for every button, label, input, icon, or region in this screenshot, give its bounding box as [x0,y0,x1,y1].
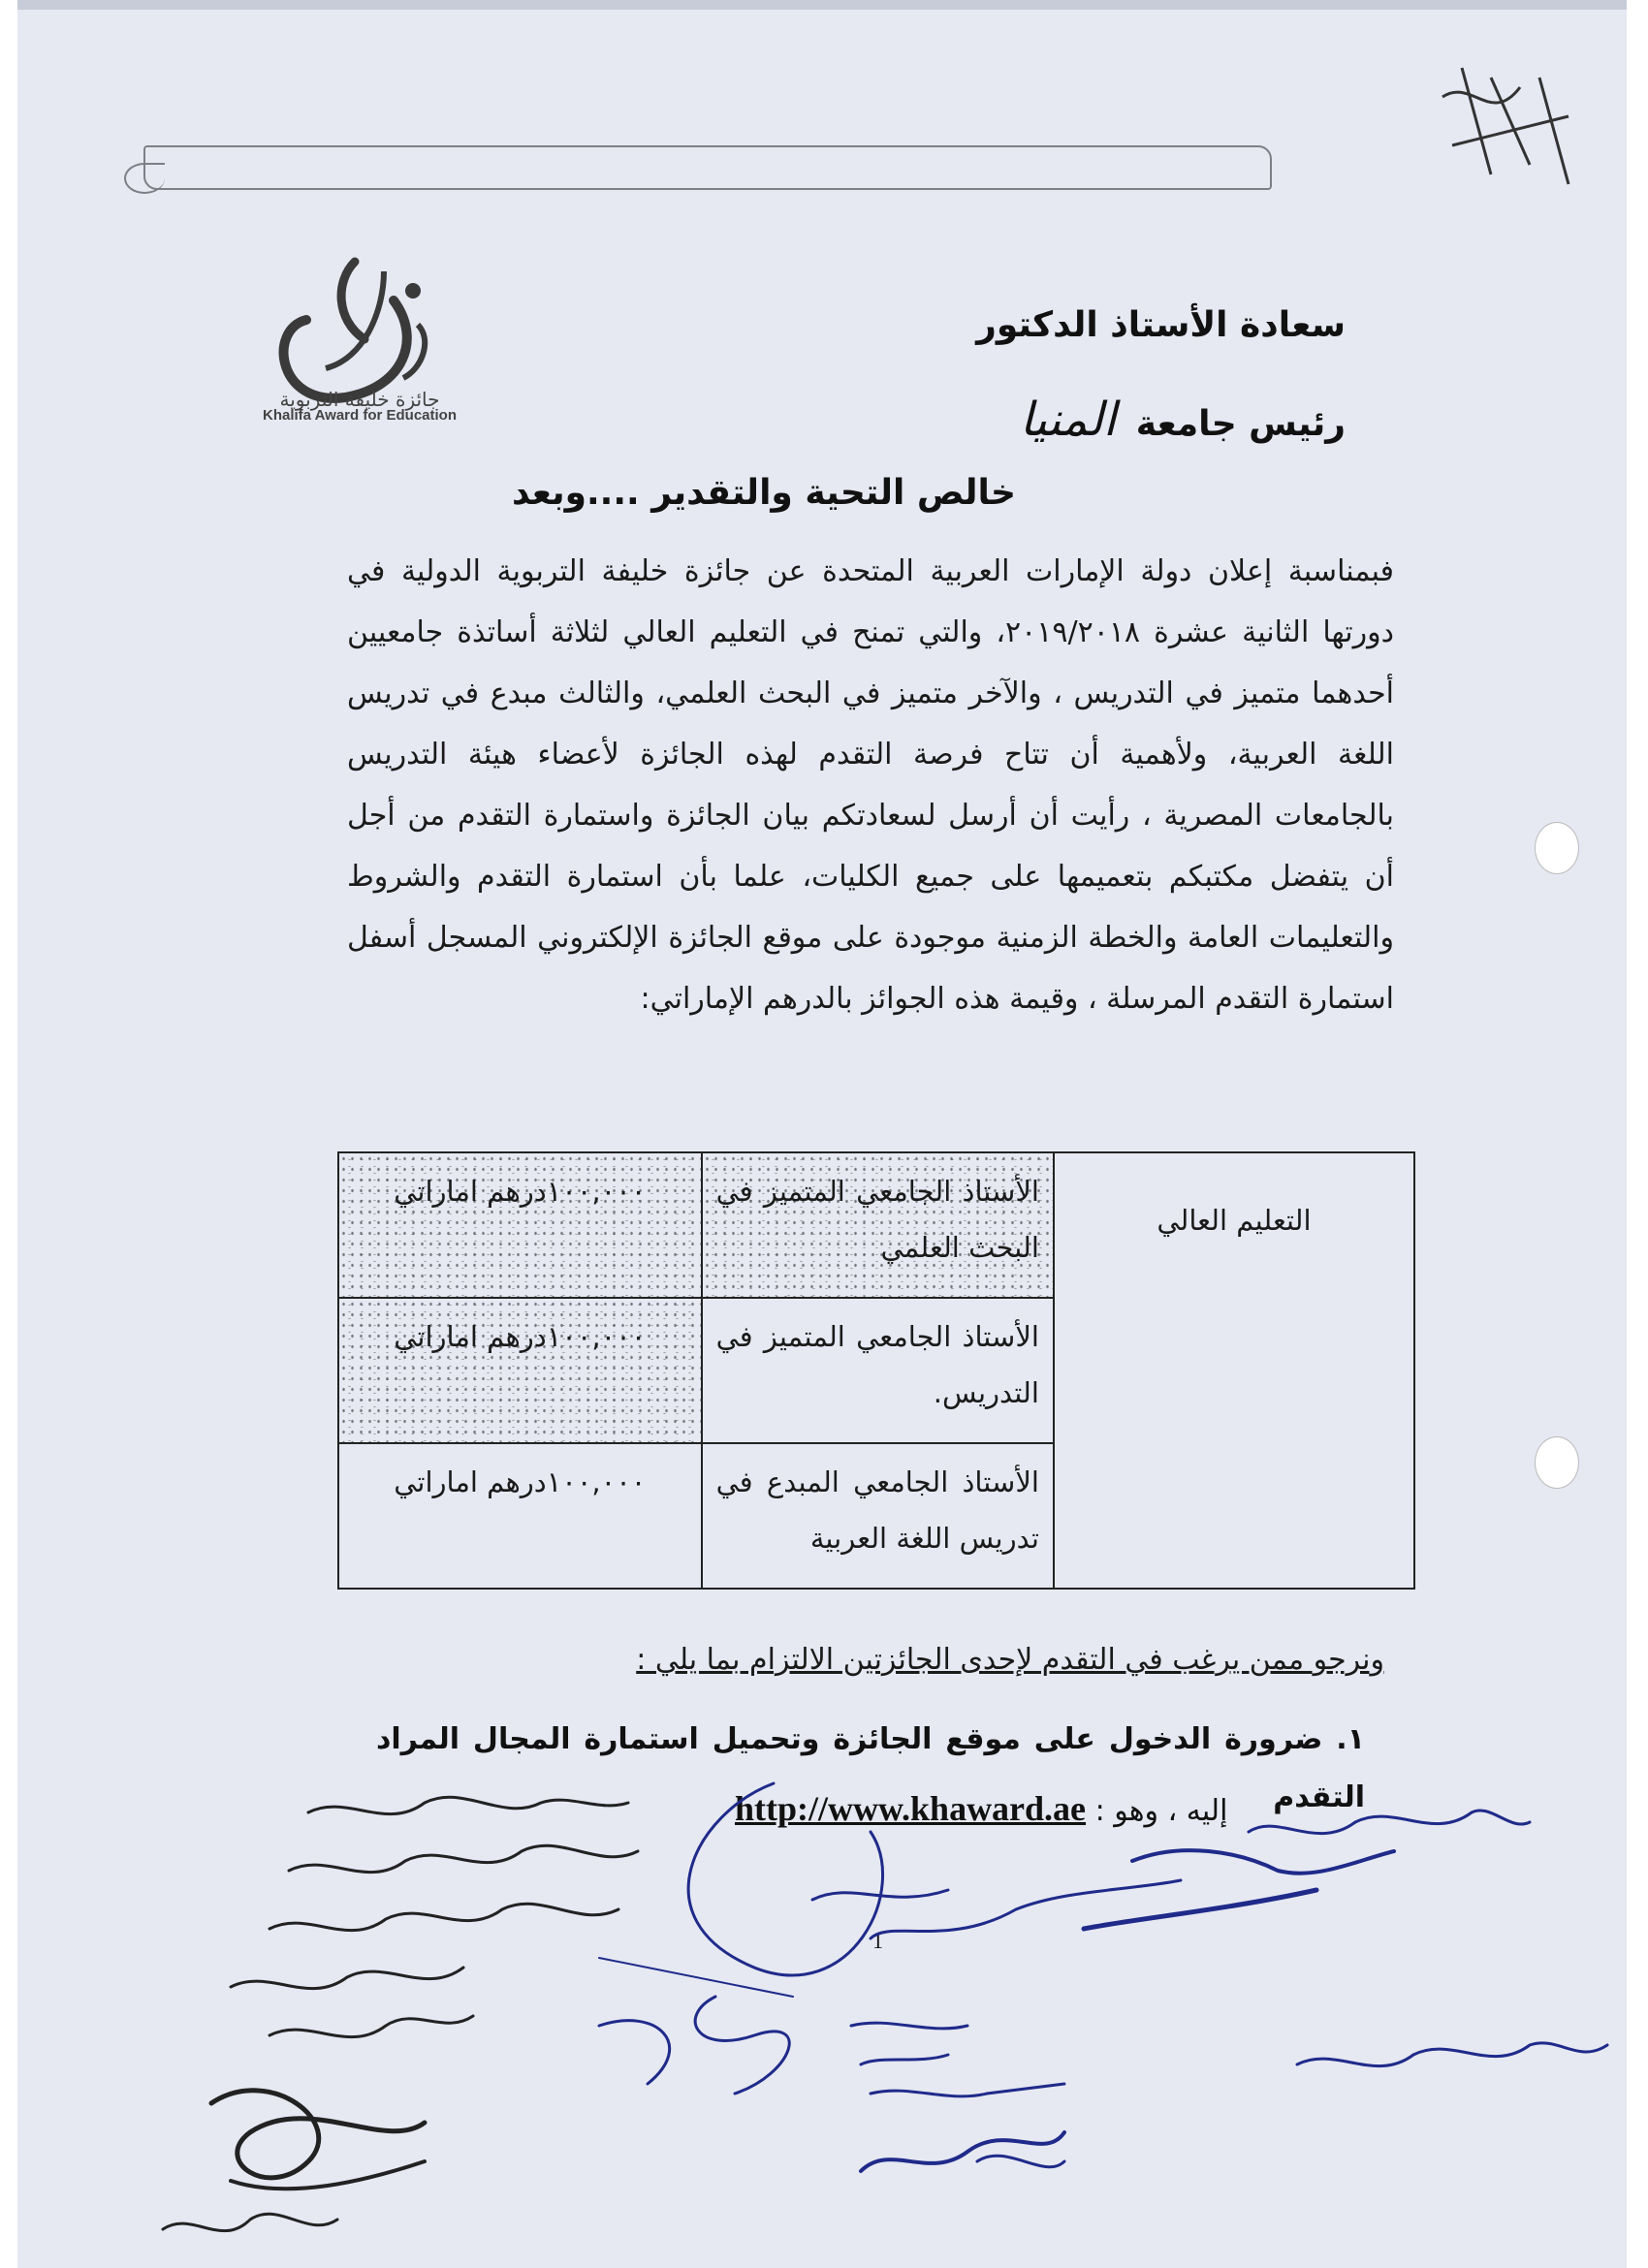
requirement-item-1: ١. ضرورة الدخول على موقع الجائزة وتحميل استمارة المجال المراد التقدم [376,1722,1365,1814]
requirements-intro: ونرجو ممن يرغب في التقدم لإحدى الجائزتين الالتزام بما يلي : [636,1643,1384,1677]
award-website-link[interactable]: http://www.khaward.ae [735,1789,1087,1828]
amount-cell: ١٠٠,٠٠٠درهم اماراتي [338,1152,702,1298]
url-prefix: إليه ، وهو : [1094,1794,1228,1828]
salutation-printed: رئيس جامعة [1135,404,1346,444]
punch-hole [1535,822,1579,874]
amount-cell: ١٠٠,٠٠٠درهم اماراتي [338,1298,702,1443]
decorative-ribbon [143,145,1272,190]
scan-edge [17,0,1627,10]
punch-hole [1535,1436,1579,1489]
award-cell: الأستاذ الجامعي المتميز في البحث العلمي [702,1152,1054,1298]
document-page [17,0,1627,2268]
letter-body: فبمناسبة إعلان دولة الإمارات العربية المتحدة عن جائزة خليفة التربوية الدولية في دورتها الثانية عشرة ٢٠١٩/٢٠١٨، والتي تمنح في التعليم العالي لثلاثة أساتذة جامعيين أحدهما متميز في التدريس ، والآخر متميز في البحث العلمي، والثالث مبدع في تدريس اللغة العربية، ولأهمية أن تتاح فرصة التقدم لهذه الجائزة لأعضاء هيئة التدريس بالجامعات المصرية ، رأيت أن أرسل لسعادتكم بيان الجائزة واستمارة التقدم من أجل أن يتفضل مكتبكم بتعميمها على جميع الكليات، علما بأن استمارة التقدم والشروط والتعليمات العامة والخطة الزمنية موجودة على موقع الجائزة الإلكتروني المسجل أسفل استمارة التقدم المرسلة ، وقيمة هذه الجوائز بالدرهم الإماراتي: [347,554,1394,1016]
logo-english-text: Khalifa Award for Education [262,407,458,424]
logo-arabic-text: جائزة خليفة التربوية [279,388,440,411]
award-cell: الأستاذ الجامعي المبدع في تدريس اللغة العربية [702,1443,1054,1589]
salutation-handwritten: المنيا [1019,393,1117,447]
awards-table [337,1151,1415,1590]
amount-cell: ١٠٠,٠٠٠درهم اماراتي [338,1443,702,1589]
salutation-line-1: سعادة الأستاذ الدكتور [976,305,1346,345]
table-row [338,1152,1414,1298]
salutation-line-2 [1020,393,1346,447]
corner-handwritten-mark [1433,58,1578,194]
category-cell: التعليم العالي [1054,1152,1414,1589]
greeting: خالص التحية والتقدير ....وبعد [512,473,1016,513]
page-number: 1 [872,1929,883,1953]
ribbon-curl [124,163,165,194]
handwritten-annotations [17,1774,1627,2268]
award-cell: الأستاذ الجامعي المتميز في التدريس. [702,1298,1054,1443]
